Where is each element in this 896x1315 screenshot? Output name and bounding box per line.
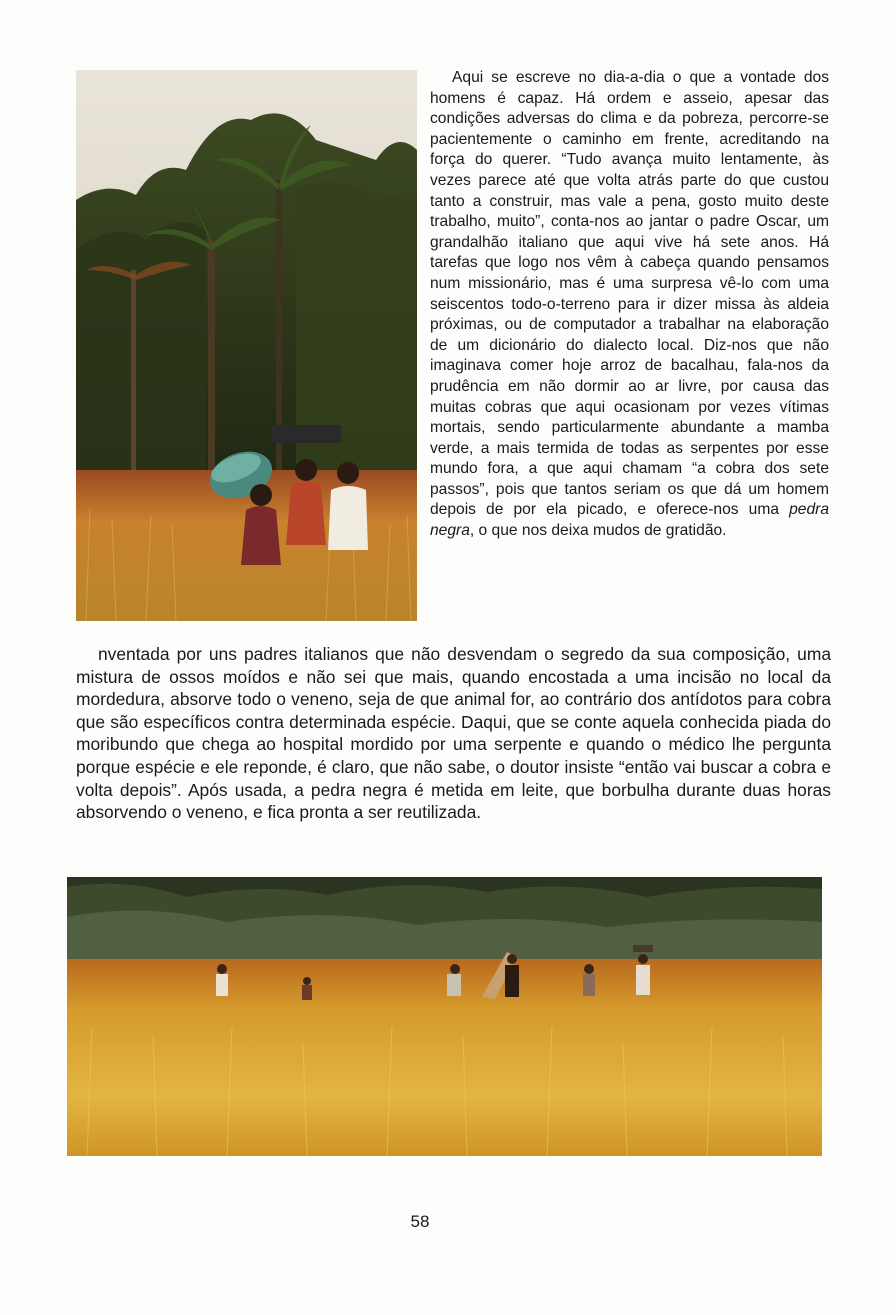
photo-palm-trees-women — [76, 70, 417, 621]
photo-rice-field — [67, 877, 822, 1156]
page-number: 58 — [410, 1212, 430, 1231]
palm-trees-photo-drawing — [76, 70, 417, 621]
column-paragraph — [430, 68, 829, 542]
column-paragraph-ending: , o que nos deixa mudos de gratidão. — [469, 522, 727, 540]
column-paragraph-emphasis: pedra negra — [430, 501, 829, 540]
rice-field-photo-drawing — [67, 877, 822, 1156]
column-paragraph-text: Aqui se escreve no dia-a-dia o que a vontade dos homens é capaz. Há ordem e asseio, apesar das condições adversas do clima e da pobreza, percorre-se pacientemente o caminho em frente, acreditando na força do querer. “Tudo avança muito lentamente, às vezes parece até que volta atrás parte do que custou tanto a construir, mas vale a pena, gosto muito deste trabalho, muito”, conta-nos ao jantar o padre Oscar, um grandalhão italiano que aqui vive há sete anos. Há tarefas que logo nos vêm à cabeça quando pensamos num missionário, mas é uma surpresa vê-lo com uma seiscentos todo-o-terreno para ir dizer missa às aldeia próximas, ou de computador a trabalhar na elaboração de um dicionário do dialecto local. Diz-nos que não imaginava comer hoje arroz de bacalhau, fala-nos da prudência em não dormir ao ar livre, por causa das muitas cobras que aqui ocasionam por vezes vítimas mortais, sendo particularmente abundante a mamba verde, a mais termida de todas as serpentes por esse mundo fora, a que aqui chamam “a cobra dos sete passos”, pois que tantos seriam os que dá um homem depois de por ela picado, e oferece-nos uma — [430, 69, 829, 519]
main-paragraph: nventada por uns padres italianos que não desvendam o segredo da sua composição, uma mistura de ossos moídos e não sei que mais, quando encostada a uma incisão no local da mordedura, absorve todo o veneno, seja de que animal for, ao contrário dos antídotos para cobra que são específicos contra determinada espécie. Daqui, que se conte aquela conhecida piada do moribundo que chega ao hospital mordido por uma serpente e quando o médico lhe pergunta porque espécie e ele reponde, é claro, que não sabe, o doutor insiste “então vai buscar a cobra e volta depois”. Após usada, a pedra negra é metida em leite, que borbulha durante duas horas absorvendo o veneno, e fica pronta a ser reutilizada. — [76, 644, 831, 823]
